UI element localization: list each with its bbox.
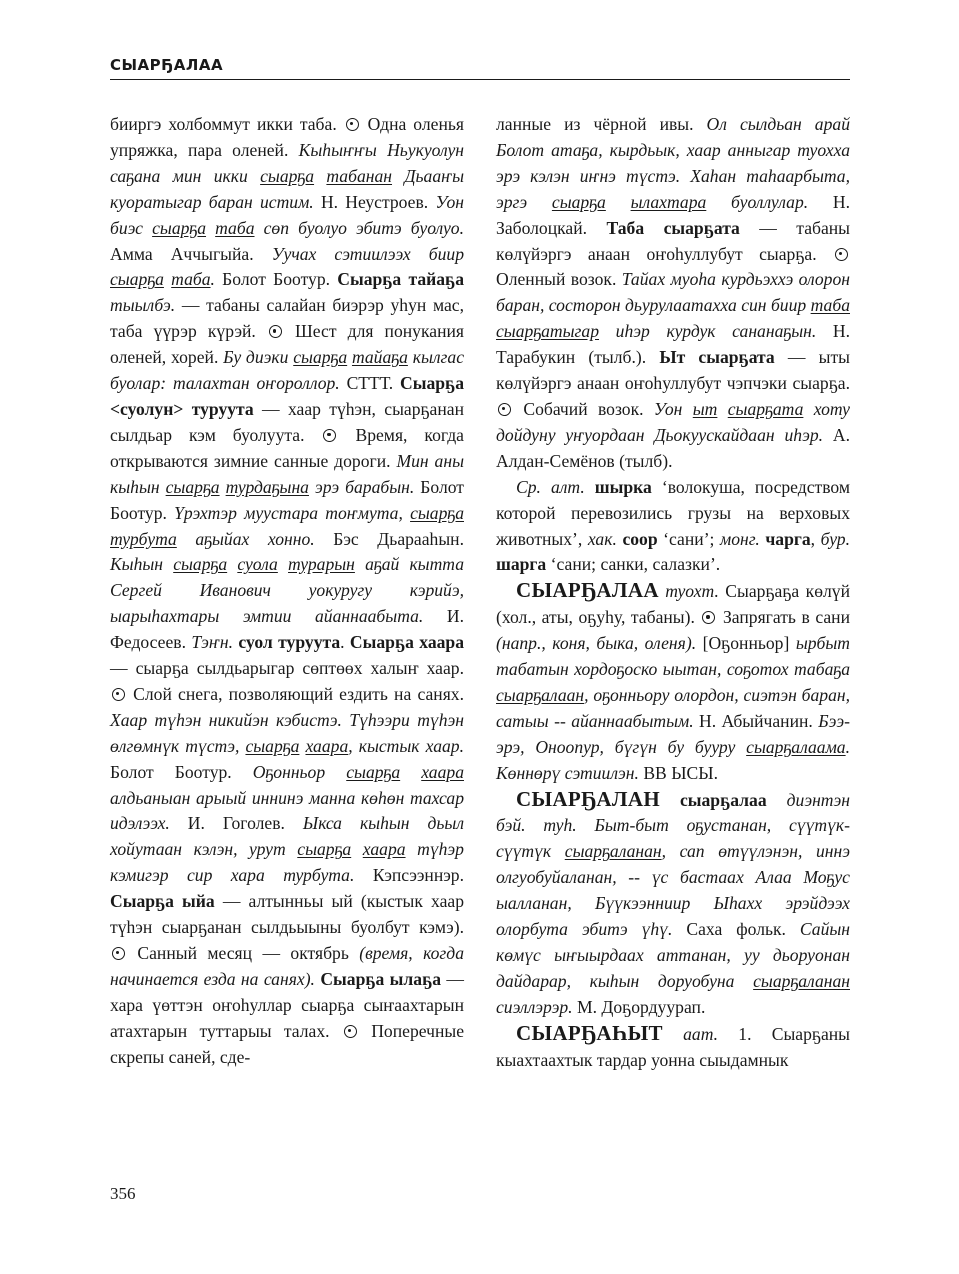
italic-underlined-text	[152, 218, 206, 238]
underlined-term: сыарҕа	[152, 217, 207, 238]
italic-text	[206, 218, 215, 238]
plain-text: ‘сани; санки, салазки’.	[546, 554, 721, 575]
plain-text: 1. Сыарҕаны кыахтаахтык тардар уонна сыыдамнык	[496, 1023, 851, 1070]
underlined-term: сыарҕа	[551, 191, 606, 212]
italic-text: Үрэхтэр муустара тоҥмута,	[174, 502, 411, 523]
plain-text: биирг	[110, 114, 154, 134]
underlined-term: сыарҕа	[346, 761, 401, 782]
bold-term: чарга	[765, 528, 811, 549]
italic-underlined-text	[811, 295, 850, 315]
underlined-term: хаара	[362, 839, 406, 860]
underlined-term: хаара	[421, 761, 464, 782]
plain-text: Запрягать в сани	[717, 607, 850, 628]
plain-text: Поперечные скрепы саней, сде-	[110, 1020, 464, 1067]
italic-text: алдьаныан арыый иннинэ манна көһөн тахсар идэлээх.	[110, 787, 464, 834]
plain-text: Амма Аччыгыйа.	[110, 243, 272, 264]
header-rule	[110, 79, 850, 80]
underlined-term: ыт	[692, 398, 718, 419]
plain-text: И. Федосеев.	[110, 606, 464, 653]
italic-underlined-text	[496, 685, 584, 705]
bold-term: Сыарҕа <суолун> туруута	[110, 373, 464, 419]
italic-underlined-text	[293, 347, 347, 367]
italic-underlined-text	[173, 554, 227, 574]
italic-underlined-text	[297, 839, 351, 859]
underlined-term: сыарҕа	[165, 476, 220, 497]
underlined-term: хаара	[305, 735, 349, 756]
plain-text: И. Гоголев.	[169, 813, 303, 834]
translation-marker-icon	[323, 429, 336, 442]
italic-text: Кыһын	[110, 554, 174, 575]
entry-paragraph	[496, 475, 850, 579]
underlined-term: турбута	[110, 528, 177, 549]
plain-text: — табаны салайан биэрэр уһун мас, таба үүрэр күрэй.	[110, 295, 464, 342]
italic-text: буоллулар.	[706, 191, 809, 212]
underlined-term: тайаҕа	[351, 347, 408, 368]
underlined-term: сыарҕа	[297, 839, 352, 860]
bold-term: Таба сыарҕата	[606, 217, 740, 238]
underlined-term: турдаҕына	[225, 476, 309, 497]
plain-text: — сыарҕа сылдьарыгар сөптөөх халыҥ хаар.	[110, 658, 464, 679]
plain-text: [Оҕонньор]	[696, 633, 796, 654]
bold-term: Сыарҕа ылаҕа	[320, 968, 442, 989]
underlined-term: сыарҕа	[110, 269, 164, 290]
plain-text: Саха фольк.	[672, 919, 800, 940]
plain-text: — хаар түһэн, сыарҕанан сылдьар кэм буолуута.	[110, 398, 465, 445]
italic-text: хоту дойдуну уҥуордаан Дьокуускайдаан иһэр.	[496, 398, 850, 445]
italic-text: Тайах муоһа курдьэххэ олорон баран, состорон дьурулаатахха син биир	[496, 269, 850, 316]
underlined-term: сыарҕалаама	[746, 736, 846, 757]
italic-text: , оҕонньору олордон, сиэтэн баран, сатыы -- айаннаабытым.	[496, 684, 850, 731]
left-column	[110, 112, 464, 1071]
headword: СЫАРҔАЛАА	[516, 578, 659, 603]
italic-underlined-text	[215, 218, 254, 238]
plain-text: Собачий возок.	[513, 398, 654, 419]
italic-text: аҕай кытта Сергей Иванович уокуругу кэрийэ, ыарыһахтары эмтии айаннаабыта.	[110, 554, 465, 627]
plain-text: Болот Боотур.	[214, 269, 338, 290]
entry-paragraph	[496, 787, 850, 1021]
italic-underlined-text	[171, 269, 210, 289]
italic-text	[400, 762, 421, 782]
underlined-term: турарын	[288, 554, 355, 575]
italic-text: Ол сылдьан арай Болот атаҕа, кырдьык, хаар анныгар туохха эрэ кэлэн иҥнэ түстэ. Хаһан таһаарбыта, эргэ	[496, 114, 850, 212]
plain-text: М. Доҕордуурап.	[572, 996, 706, 1017]
entry-paragraph	[110, 112, 464, 1071]
italic-underlined-text	[421, 762, 464, 782]
plain-text	[660, 790, 680, 810]
plain-text: Н. Тарабукин (тылб.).	[496, 321, 850, 368]
entry-paragraph	[496, 112, 850, 475]
plain-text: ‘волокуша, посредством которой перевозились грузы на верховых животных’,	[496, 476, 850, 549]
bold-term: Сыарҕа ыйа	[110, 891, 215, 912]
italic-text: Хаар түһэн никийэн кэбистэ. Түһээри түһэн өлгөмнүк түстэ,	[110, 709, 464, 756]
italic-text: Быт-быт оҕустанан, сүүтүк-сүүтүк	[496, 815, 850, 862]
plain-text	[541, 477, 551, 497]
italic-text: сөп буолуо эбитэ буолуо.	[254, 217, 465, 238]
plain-text: Н. Абыйчанин.	[693, 710, 819, 731]
translation-marker-icon	[112, 688, 125, 701]
italic-underlined-text	[237, 554, 278, 574]
underlined-term: таба	[215, 217, 255, 238]
italic-underlined-text	[728, 399, 804, 419]
italic-text	[351, 839, 363, 859]
bold-term: соор	[622, 528, 658, 549]
italic-text: Дьааҥы куоратыгар баран истим.	[110, 165, 465, 212]
underlined-term: сыарҕа	[173, 554, 228, 575]
italic-text: Ср.	[516, 476, 541, 497]
italic-text: хак.	[587, 528, 617, 549]
italic-text: туохт.	[665, 581, 719, 602]
plain-text: .	[340, 632, 350, 653]
italic-text: , кыстык хаар.	[348, 735, 464, 756]
italic-text: Оҕонньор	[252, 761, 347, 782]
plain-text: э холбоммут икки таба.	[153, 114, 344, 134]
running-header-title: СЫАРҔАЛАА	[110, 56, 224, 74]
plain-text: ,	[810, 528, 821, 549]
translation-marker-icon	[498, 403, 511, 416]
running-header	[110, 56, 850, 75]
italic-underlined-text	[753, 971, 850, 991]
plain-text: Бэс Дьарааһын.	[314, 528, 464, 549]
italic-text: Тэҥн.	[191, 632, 234, 653]
plain-text: А. Алдан-Семёнов (тылб).	[496, 424, 850, 471]
plain-text: Санный месяц — октябрь	[127, 943, 360, 963]
italic-text: аат.	[683, 1023, 719, 1044]
italic-text	[227, 554, 237, 574]
bold-term: суол туруута	[238, 632, 341, 653]
plain-text: ВВ ЫСЫ.	[638, 762, 719, 783]
italic-text	[314, 166, 326, 186]
italic-text: (напр., коня, быка, оленя).	[496, 633, 697, 654]
plain-text: — табаны көлүйэргэ анаан оҥоһуллубут сыарҕа.	[496, 217, 851, 264]
italic-underlined-text	[746, 737, 845, 757]
bold-term: шырка	[594, 476, 652, 497]
italic-text: эрэ барабын.	[308, 476, 415, 497]
italic-text: Ыкса кыһын дьыл хойутаан кэлэн, урут	[110, 813, 465, 860]
headword: СЫАРҔАҺЫТ	[516, 1020, 663, 1045]
italic-text: .	[210, 269, 215, 290]
plain-text: Время, когда открываются зимние санные дороги.	[110, 424, 464, 471]
italic-underlined-text	[288, 554, 355, 574]
italic-underlined-text	[363, 839, 406, 859]
underlined-term: сыарҕаланан	[753, 970, 850, 991]
italic-underlined-text	[552, 192, 606, 212]
underlined-term: сыарҕалаан	[496, 684, 585, 705]
italic-underlined-text	[352, 347, 408, 367]
plain-text: Н. Неустроев.	[313, 191, 436, 212]
bold-term: шарга	[496, 554, 547, 575]
italic-underlined-text	[631, 192, 707, 212]
underlined-term: сыарҕа	[293, 347, 348, 368]
underlined-term: таба	[810, 295, 850, 316]
italic-underlined-text	[110, 529, 177, 549]
italic-underlined-text	[226, 477, 309, 497]
italic-text	[717, 399, 727, 419]
translation-marker-icon	[346, 118, 359, 131]
italic-text: иһэр курдук сананаҕын.	[599, 321, 817, 342]
right-column	[496, 112, 850, 1074]
plain-text: Слой снега, позволяющий ездить на санях.	[127, 683, 464, 704]
bold-term: Ыт сыарҕата	[659, 347, 775, 368]
plain-text	[663, 1024, 683, 1044]
italic-underlined-text	[305, 736, 348, 756]
italic-underlined-text	[496, 321, 599, 341]
plain-text: — ыты көлүйэргэ анаан оҥоһуллубут чэпчэки сыарҕа.	[496, 347, 850, 394]
italic-text	[278, 554, 288, 574]
italic-text: Бу диэки	[223, 347, 294, 368]
plain-text: Болот Боотур.	[110, 476, 464, 523]
italic-text: Уучах сэтиилээх биир	[271, 243, 464, 264]
translation-marker-icon	[269, 325, 282, 338]
italic-underlined-text	[260, 166, 314, 186]
italic-text: Уон	[653, 398, 693, 419]
italic-text: Бээ-эрэ, Оноопур, бүгүн бу бууру	[496, 710, 850, 757]
italic-text: диэнтэн бэй. туһ.	[496, 789, 850, 836]
bold-term: сыарҕалаа	[679, 789, 767, 810]
plain-text	[585, 477, 595, 497]
plain-text: Оленный возок.	[496, 269, 622, 290]
plain-text: Н. Заболоцкай.	[496, 191, 850, 238]
italic-underlined-text	[565, 841, 662, 861]
italic-text: аҕыйах хонно.	[176, 528, 315, 549]
translation-marker-icon	[112, 947, 125, 960]
underlined-term: сыарҕа	[410, 502, 464, 523]
plain-text	[577, 815, 595, 835]
plain-text: Сыарҕаҕа көлүй (хол., аты, оҕуһу, табаны).	[496, 581, 850, 628]
italic-text: алт.	[550, 476, 585, 497]
underlined-term: суола	[237, 554, 278, 575]
italic-text	[606, 192, 631, 212]
page-number: 356	[110, 1184, 136, 1203]
plain-text: ‘сани’;	[657, 528, 720, 549]
plain-text: Одна оленья упряжка, пара оленей.	[110, 114, 464, 160]
italic-text: ырбыт табатын хордоҕоско ыытан, соҕотох табаҕа	[496, 633, 851, 680]
italic-underlined-text	[245, 736, 299, 756]
underlined-term: сыарҕаланан	[564, 841, 662, 862]
headword: СЫАРҔАЛАН	[516, 786, 660, 811]
italic-underlined-text	[346, 762, 400, 782]
italic-underlined-text	[326, 166, 392, 186]
translation-marker-icon	[344, 1025, 357, 1038]
entry-paragraph	[496, 578, 850, 786]
translation-marker-icon	[702, 611, 715, 624]
plain-text: Кэпсээннэр.	[354, 865, 464, 886]
plain-text: — алтынньы ый (кыстык хаар түһэн сыарҕанан сылдьыыны буолбут кэмэ).	[110, 891, 464, 938]
italic-text: бур.	[820, 528, 850, 549]
underlined-term: табанан	[326, 165, 393, 186]
bold-term: Сыарҕа хаара	[349, 632, 464, 653]
plain-text: — хара үөттэн оҥоһуллар сыарҕа сыҥаахтарын атахтарын туттарыы талах.	[110, 968, 464, 1041]
underlined-term: ылахтара	[630, 191, 707, 212]
underlined-term: сыарҕатыгар	[496, 321, 600, 342]
plain-text: СТТТ.	[339, 373, 401, 394]
italic-text: түһэр кэмигэр сир хара турбута.	[110, 839, 464, 886]
bold-term: Сыарҕа тайаҕа	[337, 269, 464, 290]
italic-text: Кыһыҥҥы Ньукуолун саҕана мин икки	[110, 139, 464, 186]
italic-underlined-text	[110, 269, 164, 289]
italic-underlined-text	[410, 503, 464, 523]
underlined-term: сыарҕа	[260, 165, 315, 186]
entry-paragraph	[496, 1021, 850, 1074]
italic-text: . Көннөрү сэтиилэн.	[496, 736, 850, 783]
underlined-term: сыарҕата	[727, 398, 804, 419]
italic-text: тыылбэ.	[110, 295, 176, 316]
plain-text: Болот Боотур.	[110, 761, 253, 782]
italic-text: кылгас буолар: талахтан оҥороллор.	[110, 347, 464, 394]
italic-text: Сайын көмүс ыҥыырдаах аттанан, уу дьоруонан дайдарар, кыһын доруобуна	[496, 919, 851, 991]
plain-text: ланные из чёрной ивы.	[496, 114, 707, 134]
plain-text: Шест для понукания оленей, хорей.	[110, 321, 464, 368]
italic-text: монг.	[720, 528, 760, 549]
italic-text: сиэллэрэр.	[496, 996, 573, 1017]
italic-text: Уон биэс	[110, 191, 464, 238]
italic-text: , сап өтүүлэнэн, иннэ олгуобуйаланан, -- үс бастаах Алаа Моҕус ыалланан, Бүүкээнниир Ыһахх эрэйдээх олорбута эбитэ үһү.	[496, 841, 850, 940]
italic-text: Мин аны кыһын	[110, 450, 464, 497]
underlined-term: таба	[171, 269, 211, 290]
italic-underlined-text	[693, 399, 718, 419]
translation-marker-icon	[835, 248, 848, 261]
italic-underlined-text	[166, 477, 220, 497]
underlined-term: сыарҕа	[245, 735, 300, 756]
italic-text: (время, когда начинается езда на санях).	[110, 943, 464, 989]
